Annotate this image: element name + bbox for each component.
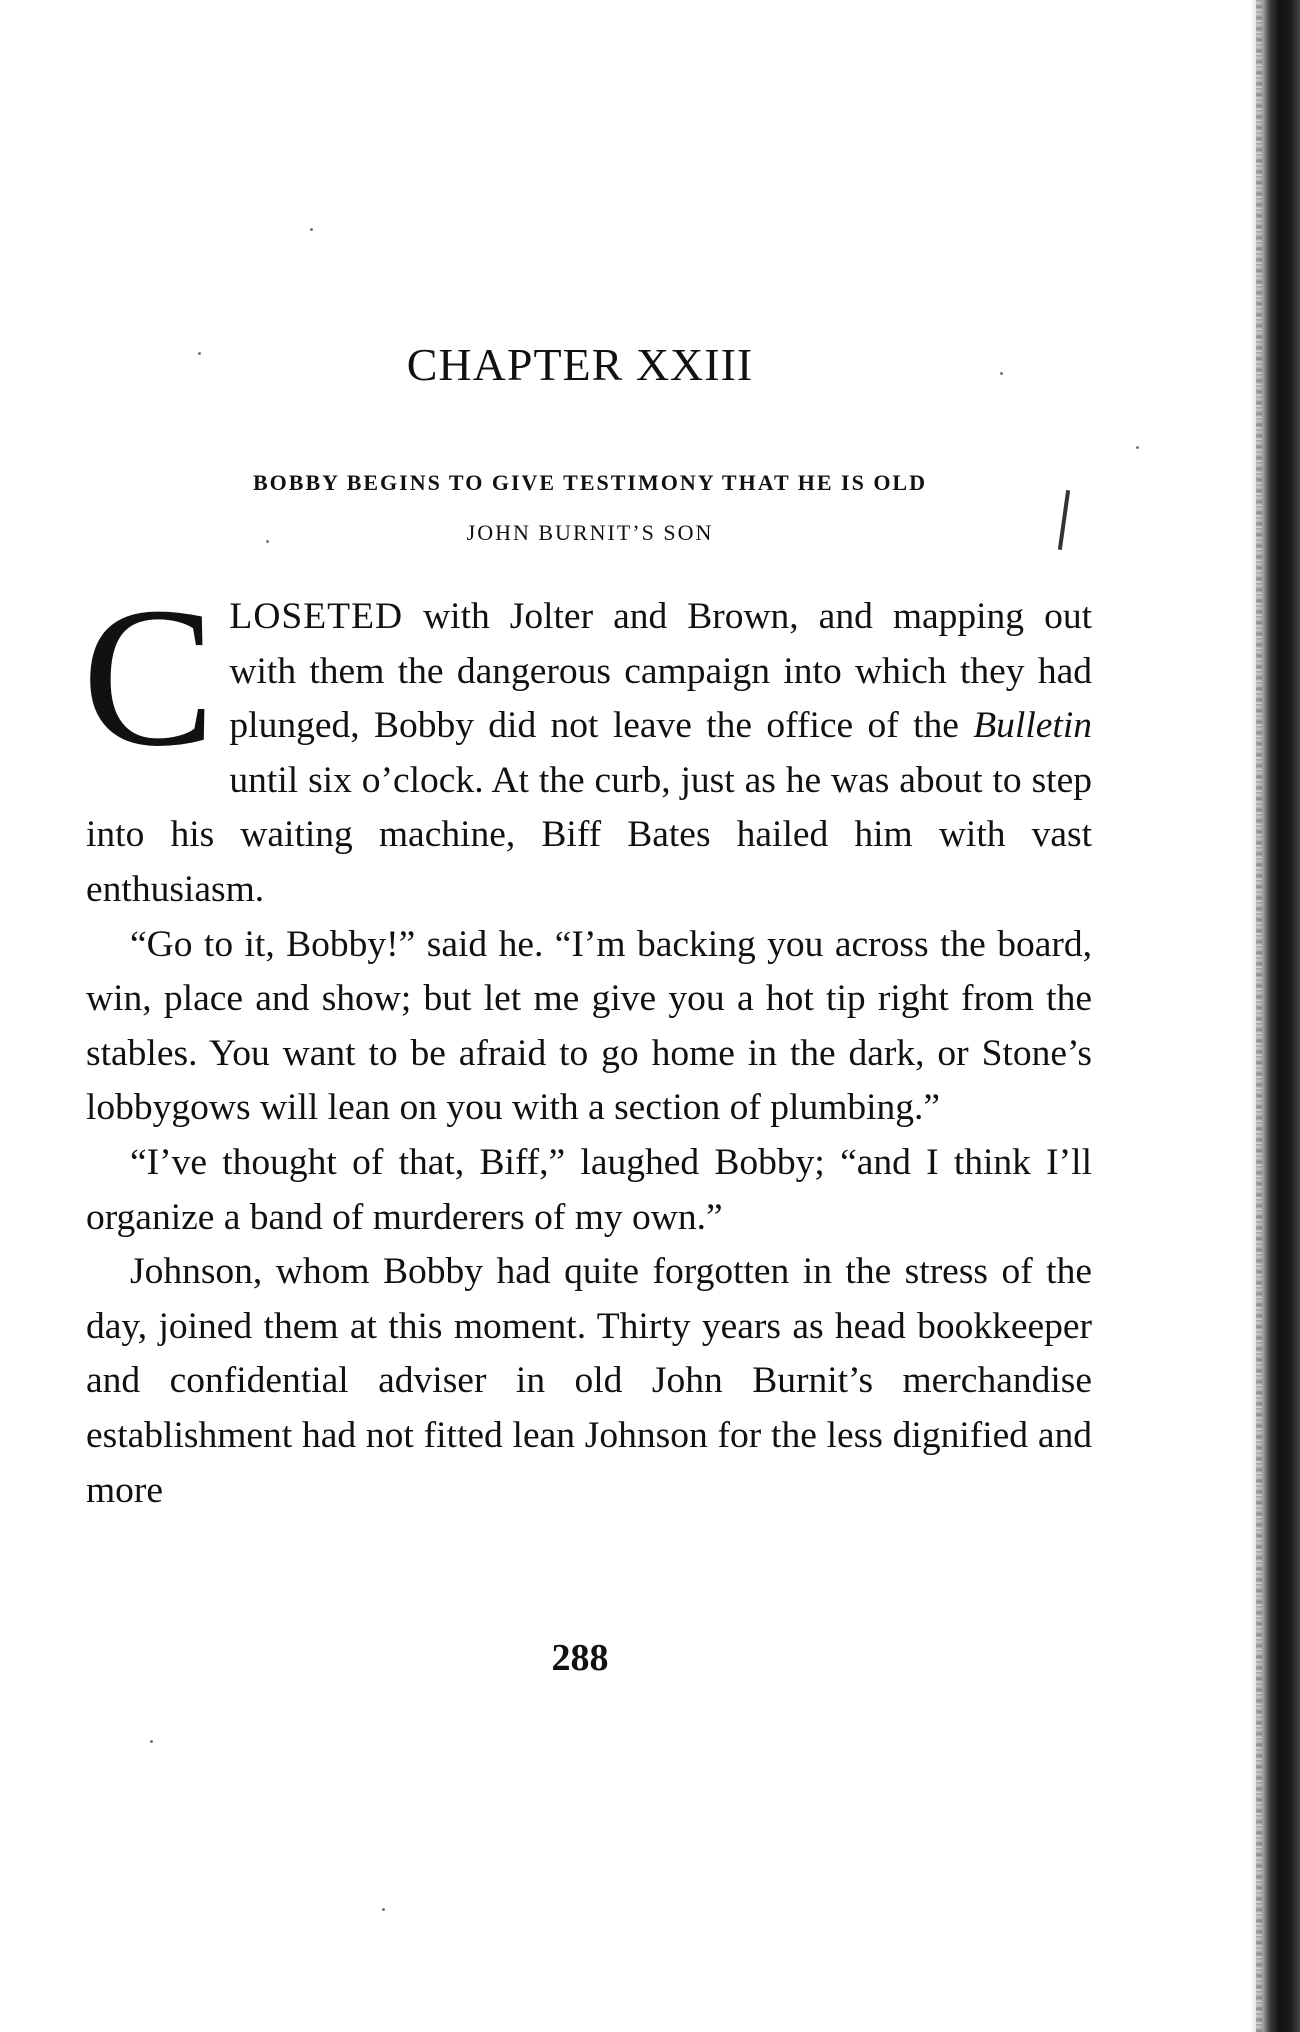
opening-word: LOSETED xyxy=(229,596,404,637)
scan-speck xyxy=(382,1908,385,1911)
paragraph-1-text-a: with Jolter and Brown, and mapping out with them the dangerous campaign into which they had plunged, Bobby did not leave the office of the xyxy=(229,596,1092,747)
paragraph-2: “Go to it, Bobby!” said he. “I’m backing you across the board, win, place and show; but let me give you a hot tip right from the stables. You want to be afraid to go home in the dark, or Stone’s lobbygows will lean on you with a section of plumbing.” xyxy=(86,923,1092,1129)
scan-speck xyxy=(150,1740,153,1743)
chapter-subtitle xyxy=(110,458,1070,558)
paragraph-1-text-b: until six o’clock. At the curb, just as he was about to step into his waiting machine, Biff Bates hailed him with vast enthusiasm. xyxy=(86,759,1092,910)
scan-speck xyxy=(198,352,201,355)
page-number: 288 xyxy=(551,1637,609,1679)
paragraph-1 xyxy=(82,567,1092,918)
scan-speck xyxy=(266,540,269,543)
chapter-subtitle-line-2: JOHN BURNIT’S SON xyxy=(466,520,714,545)
chapter-subtitle-line-1: BOBBY BEGINS TO GIVE TESTIMONY THAT HE IS OLD xyxy=(252,470,927,495)
paragraph-4: Johnson, whom Bobby had quite forgotten in the stress of the day, joined them at this moment. Thirty years as head bookkeeper and confidential adviser in old John Burnit’s merchandise establishment had not fitted lean Johnson for the less dignified and more xyxy=(86,1251,1092,1511)
newspaper-title: Bulletin xyxy=(973,705,1092,747)
chapter-body xyxy=(82,567,1092,1518)
scan-binding-edge xyxy=(1250,0,1300,2032)
scan-speck xyxy=(1000,372,1003,375)
chapter-title: CHAPTER XXIII xyxy=(406,339,754,390)
paragraph-3: “I’ve thought of that, Biff,” laughed Bobby; “and I think I’ll organize a band of murderers of my own.” xyxy=(86,1141,1092,1238)
scan-speck xyxy=(310,228,313,231)
scan-speck xyxy=(1136,446,1139,449)
drop-cap: C xyxy=(82,567,216,788)
